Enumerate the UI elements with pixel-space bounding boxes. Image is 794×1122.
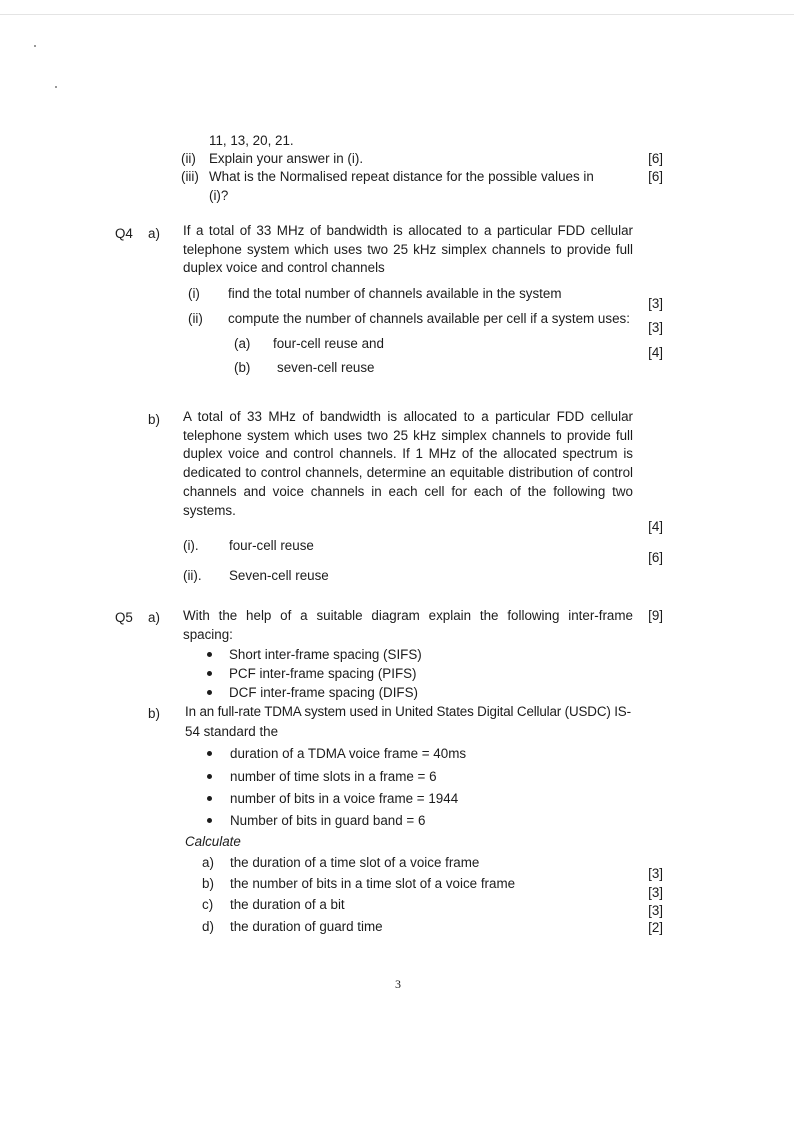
q5b-mark-4: [2] [648, 920, 663, 935]
bullet-icon [207, 751, 212, 756]
q5b-bullet-4: Number of bits in guard band = 6 [230, 813, 426, 828]
q5b-bullet-2: number of time slots in a frame = 6 [230, 769, 437, 784]
q4a-sub-b-number: (b) [234, 360, 251, 375]
q5b-text-line2: 54 standard the [185, 724, 279, 739]
q3-values-line: 11, 13, 20, 21. [209, 133, 294, 148]
q3-iii-number: (iii) [181, 169, 199, 184]
q4b-i-text: four-cell reuse [229, 538, 314, 553]
q4a-sub-a-text: four-cell reuse and [273, 336, 384, 351]
q5a-bullet-1: Short inter-frame spacing (SIFS) [229, 647, 422, 662]
q5a-label: a) [148, 610, 160, 625]
q5a-bullet-2: PCF inter-frame spacing (PIFS) [229, 666, 417, 681]
q5b-item-b-number: b) [202, 876, 214, 891]
q5a-bullet-3: DCF inter-frame spacing (DIFS) [229, 685, 418, 700]
q5b-item-b-text: the number of bits in a time slot of a voice frame [230, 876, 516, 891]
q5b-calculate: Calculate [185, 834, 241, 849]
bullet-icon [207, 652, 212, 657]
q3-ii-mark: [6] [648, 151, 663, 166]
q5b-label: b) [148, 706, 160, 721]
q4a-ii-text: compute the number of channels available per cell if a system uses: [228, 311, 630, 326]
q5b-mark-3: [3] [648, 903, 663, 918]
q4a-i-number: (i) [188, 286, 200, 301]
scan-edge-line [0, 14, 794, 15]
q4a-sub-a-number: (a) [234, 336, 251, 351]
page-number: 3 [395, 977, 401, 991]
q4a-mark-1: [3] [648, 296, 663, 311]
q3-ii-text: Explain your answer in (i). [209, 151, 364, 166]
q4b-i-number: (i). [183, 538, 199, 553]
q4a-mark-2: [3] [648, 320, 663, 335]
q3-ii-number: (ii) [181, 151, 196, 166]
scan-speck [34, 45, 36, 47]
q5b-item-c-text: the duration of a bit [230, 897, 345, 912]
bullet-icon [207, 671, 212, 676]
q4-number: Q4 [115, 226, 133, 241]
q4b-ii-number: (ii). [183, 568, 202, 583]
q5b-item-d-text: the duration of guard time [230, 919, 383, 934]
q3-iii-text-line1: What is the Normalised repeat distance for the possible values in [209, 169, 594, 184]
q4b-text: A total of 33 MHz of bandwidth is allocated to a particular FDD cellular telephone system which uses two 25 kHz simplex channels to provide full duplex voice and control channels. If 1 MHz of the allocated spectrum is dedicated to control channels, determine an equitable distribution of control channels and voice channels in each cell for each of the following two systems. [183, 409, 633, 518]
q5b-item-c-number: c) [202, 897, 214, 912]
q4b-mark-1: [4] [648, 519, 663, 534]
q5b-item-d-number: d) [202, 919, 214, 934]
q4b-label: b) [148, 412, 160, 427]
scan-speck [55, 86, 57, 88]
q4a-mark-3: [4] [648, 345, 663, 360]
q5b-text-line1: In an full-rate TDMA system used in United States Digital Cellular (USDC) IS- [185, 704, 631, 719]
bullet-icon [207, 774, 212, 779]
q5-number: Q5 [115, 610, 133, 625]
q4a-sub-b-text: seven-cell reuse [277, 360, 375, 375]
q4b-ii-text: Seven-cell reuse [229, 568, 329, 583]
bullet-icon [207, 796, 212, 801]
q4a-i-text: find the total number of channels available in the system [228, 286, 562, 301]
bullet-icon [207, 690, 212, 695]
q5b-mark-1: [3] [648, 866, 663, 881]
q4b-mark-2: [6] [648, 550, 663, 565]
q5b-bullet-3: number of bits in a voice frame = 1944 [230, 791, 459, 806]
q5b-item-a-number: a) [202, 855, 214, 870]
bullet-icon [207, 818, 212, 823]
q4a-ii-number: (ii) [188, 311, 203, 326]
q4a-text: If a total of 33 MHz of bandwidth is allocated to a particular FDD cellular telephone system which uses two 25 kHz simplex channels to provide full duplex voice and control channels [183, 223, 633, 276]
q4a-label: a) [148, 226, 160, 241]
q5a-text-line1: With the help of a suitable diagram explain the following inter-frame [183, 608, 633, 623]
q5a-text-line2: spacing: [183, 627, 233, 642]
q5a-mark: [9] [648, 608, 663, 623]
q5b-bullet-1: duration of a TDMA voice frame = 40ms [230, 746, 467, 761]
q5b-item-a-text: the duration of a time slot of a voice frame [230, 855, 480, 870]
q3-iii-text-line2: (i)? [209, 188, 229, 203]
q5b-mark-2: [3] [648, 885, 663, 900]
q3-iii-mark: [6] [648, 169, 663, 184]
